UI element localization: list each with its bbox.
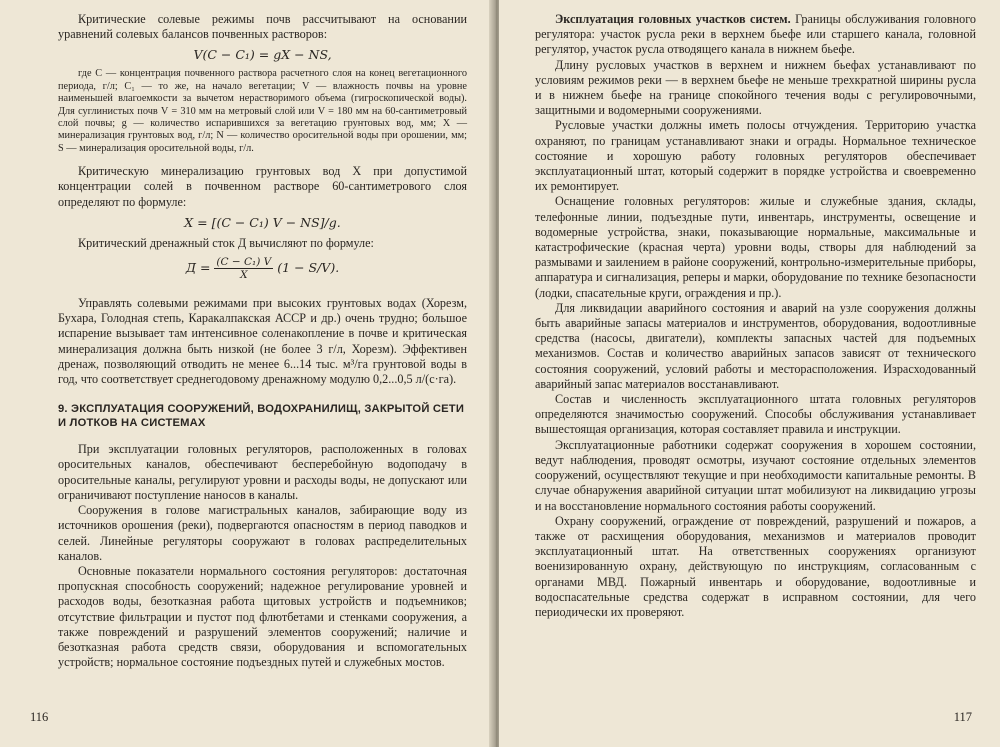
paragraph: Сооружения в голове магистральных каналов, забирающие воду из источников орошения (реки), подвергаются опасностям в период паводков и селей. Линейные регуляторы сооружают в головах распределительных каналов.	[58, 503, 467, 563]
paragraph: Русловые участки должны иметь полосы отчуждения. Территорию участка охраняют, по границам устанавливают знаки и ограды. Нормальное техническое состояние и хорошую работу головных регуляторов обеспечивает эксплуатационный штат, который содержит в порядке устройства и своевременно их ремонтирует.	[535, 118, 976, 194]
formula-critical-mineralization: X = [(C − C₁) V − NS]/g.	[184, 214, 341, 230]
fraction-denominator: X	[240, 269, 248, 282]
paragraph: Оснащение головных регуляторов: жилые и служебные здания, склады, телефонные линии, подъездные пути, инвентарь, инструменты, освещение и водомерные устройства, знаки, показывающие нормальные, максимальные и катастрофические (красная черта) уровни воды, створы для наблюдений за размывами и заилением в районе сооружений, контрольно-измерительные приборы, аппаратура и сигнализация, реперы и марки, оборудование по технике безопасности (лодки, спасательные круги, ограждения и пр.).	[535, 194, 976, 300]
page-number: 117	[953, 710, 972, 724]
paragraph: Длину русловых участков в верхнем и нижнем бьефах устанавливают по условиям режимов реки — в верхнем бьефе не меньше трехкратной ширины русла и в нижнем бьефе на границе спокойного течения воды с регулировочными, защитными и водомерными сооружениями.	[535, 57, 976, 118]
fraction-numerator: (C − C₁) V	[216, 256, 272, 269]
paragraph: Для ликвидации аварийного состояния и аварий на узле сооружения должны быть аварийные запасы материалов и инструментов, оборудования, водоотливные средства (насосы, двигатели), комплекты запасных частей для подъемных механизмов. Состав и количество аварийных запасов зависят от технического состояния сооружений, условий работы и месторасположения. Израсходованный аварийный запас материалов восстанавливают.	[535, 300, 976, 391]
section-heading: 9. ЭКСПЛУАТАЦИЯ СООРУЖЕНИЙ, ВОДОХРАНИЛИЩ, ЗАКРЫТОЙ СЕТИ И ЛОТКОВ НА СИСТЕМАХ	[58, 403, 465, 429]
paragraph: Состав и численность эксплуатационного штата головных регуляторов определяются значимостью сооружений. Способы обслуживания устанавливает вышестоящая организация, которая составляет правила и инструкции.	[535, 392, 976, 437]
paragraph: Критический дренажный сток Д вычисляют по формуле:	[78, 235, 374, 250]
run-in-heading: Эксплуатация головных участков систем.	[555, 12, 791, 26]
paragraph: Критическую минерализацию грунтовых вод X при допустимой концентрации солей в почвенном растворе 60-сантиметрового слоя определяют по формуле:	[58, 164, 467, 209]
paragraph: Критические солевые режимы почв рассчитывают на основании уравнений солевых балансов почвенных растворов:	[58, 12, 467, 42]
paragraph: Основные показатели нормального состояния регуляторов: достаточная пропускная способность сооружений; надежное регулирование уровней и расходов воды, безотказная работа щитовых устройств и подъемников; отсутствие фильтрации и пустот под флютбетами и стенками сооружения, а также повреждений и разрушений элементов сооружений; наличие и безотказная работа средств связи, оборудования и вспомогательных устройств; нормальное состояние подъездных путей и служебных мостов.	[58, 563, 467, 670]
page-number: 116	[30, 710, 49, 724]
formula-legend: где C — концентрация почвенного раствора расчетного слоя на конец вегетационного периода, г/л; C₁ — то же, на начало вегетации; V — влажность почвы на уровне наименьшей влагоемкости за вычетом нерастворимого объема (гигроскопической воды). Для суглинистых почв V = 310 мм на метровый слой или V = 180 мм на 60-сантиметровый слой почвы; g — количество испарившихся за вегетацию грунтовых вод, мм; X — минерализация грунтовых вод, г/л; N — количество оросительной воды при орошении, мм; S — минерализация оросительной воды, г/л.	[58, 68, 467, 154]
formula-salt-balance: V(C − C₁) = gX − NS,	[193, 47, 332, 63]
paragraph	[535, 12, 976, 58]
paragraph: При эксплуатации головных регуляторов, расположенных в головах оросительных каналов, обеспечивают бесперебойную водоподачу в оросительные каналы, регулируют уровни и расходы воды, не допускают или ограничивают поступление наносов в каналы.	[58, 442, 467, 502]
paragraph: Эксплуатационные работники содержат сооружения в хорошем состоянии, ведут наблюдения, проводят осмотры, изучают состояние отдельных элементов сооружений, осуществляют текущие и при необходимости капитальные ремонты. В случае обнаружения аварийной ситуации штат мобилизуют на ликвидацию угрозы и на восстановление нормального состояния работы сооружений.	[535, 437, 976, 513]
paragraph-text: Границы обслуживания головного регулятора: участок русла реки в верхнем бьефе или старшего канала, головной регулятор, участок русла отводящего канала в нижнем бьефе.	[535, 12, 976, 57]
right-page	[499, 0, 1000, 747]
formula-fraction	[214, 256, 273, 281]
left-page	[0, 0, 493, 747]
paragraph: Охрану сооружений, ограждение от повреждений, разрушений и пожаров, а также от расхищения оборудования, механизмов и материалов проводит эксплуатационный штат. На ответственных сооружениях организуют военизированную охрану, действующую по инструкциям, согласованным с органами МВД. Пожарный инвентарь и оборудование, водоотливные и водоспасательные средства содержат в исправном состоянии, для чего периодически их проверяют.	[535, 513, 976, 619]
formula-drainage-runoff	[58, 256, 467, 281]
paragraph: Управлять солевыми режимами при высоких грунтовых водах (Хорезм, Бухара, Голодная степь, Каракалпакская АССР и др.) очень трудно; большое испарение вызывает там интенсивное соленакопление в почве и критическая минерализация должна быть низкой (не более 3 г/л, Хорезм). Эффективен дренаж, позволяющий отводить не менее 6...14 тыс. м³/га грунтовой воды в год, что соответствует среднегодовому дренажному модулю 0,2...0,5 л/(с·га).	[58, 296, 467, 387]
formula-rhs: (1 − S/V).	[277, 260, 340, 276]
formula-lhs: Д =	[185, 260, 211, 276]
